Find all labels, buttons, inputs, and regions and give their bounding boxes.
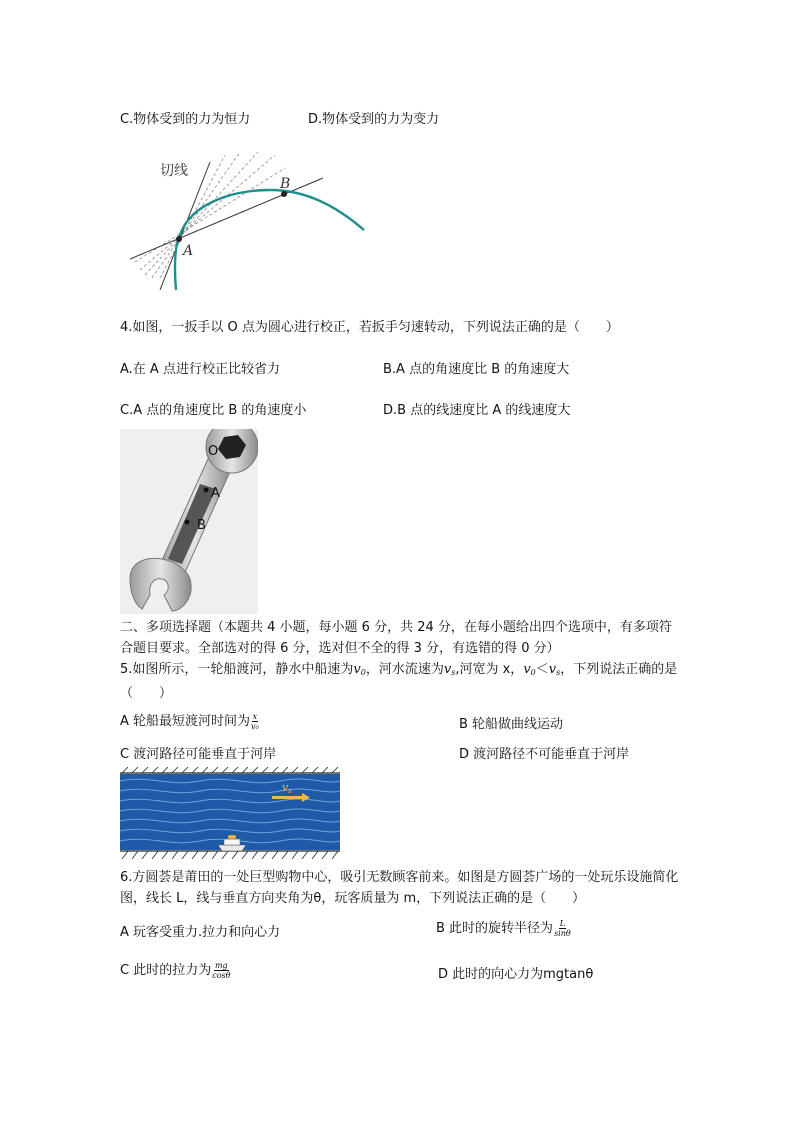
q5-option-b: B 轮船做曲线运动 [459, 717, 564, 732]
q5-stem: 5.如图所示，一轮船渡河，静水中船速为$v_0$，河水流速为$v_s$,河宽为 x，$v_0<v_s$，下列说法正确的是（ ） [120, 662, 678, 701]
q5-option-d: D 渡河路径不可能垂直于河岸 [459, 747, 630, 762]
point-b-dot [185, 520, 190, 525]
q6-stem: 6.方圆荟是莆田的一处巨型购物中心，吸引无数顾客前来。如图是方圆荟广场的一处玩乐设施简化图，线长 L，线与垂直方向夹角为θ，玩客质量为 m，下列说法正确的是（ ） [120, 870, 679, 906]
wrench-figure [120, 429, 258, 614]
curve-tangent-figure [130, 150, 370, 295]
point-o-label: O [208, 444, 219, 459]
q6-option-a: A 玩客受重力.拉力和向心力 [120, 925, 281, 940]
point-a-dot [204, 488, 209, 493]
q6-option-b: B 此时的旋转半径为 $\frac{L}{\sin\theta}$ [436, 919, 571, 938]
section-2-header: 二、多项选择题（本题共 4 小题，每小题 6 分，共 24 分，在每小题给出四个选项中，有多项符合题目要求。全部选对的得 6 分，选对但不全的得 3 分，有选错的得 0 分） [120, 620, 672, 656]
river-figure [120, 767, 340, 859]
point-b-label: B [197, 518, 206, 533]
secant-lines [135, 152, 285, 278]
q5-option-a: A 轮船最短渡河时间为 $\frac{x}{\text{v₀}}$ [120, 712, 259, 731]
q4-option-c: C.A 点的角速度比 B 的角速度小 [120, 403, 307, 418]
point-a-dot [176, 236, 182, 242]
q3-option-d: D.物体受到的力为变力 [308, 112, 440, 127]
q6-option-c: C 此时的拉力为 $\frac{mg}{\cos\theta}$ [120, 961, 231, 980]
q3-option-c: C.物体受到的力为恒力 [120, 112, 251, 127]
q4-stem: 4.如图，一扳手以 O 点为圆心进行校正，若扳手匀速转动，下列说法正确的是（ ） [120, 320, 619, 335]
tangent-label: 切线 [160, 163, 188, 179]
q4-option-d: D.B 点的线速度比 A 的线速度大 [383, 403, 571, 418]
q4-option-b: B.A 点的角速度比 B 的角速度大 [383, 362, 570, 377]
point-a-label: A [211, 486, 220, 501]
q4-option-a: A.在 A 点进行校正比较省力 [120, 362, 280, 377]
q5-option-c: C 渡河路径可能垂直于河岸 [120, 747, 277, 762]
point-b-label: B [280, 176, 291, 192]
q6-option-d: D 此时的向心力为mgtanθ [438, 967, 594, 982]
flow-label: vs [282, 781, 292, 795]
chord-line [130, 178, 323, 259]
point-a-label: A [183, 243, 194, 259]
